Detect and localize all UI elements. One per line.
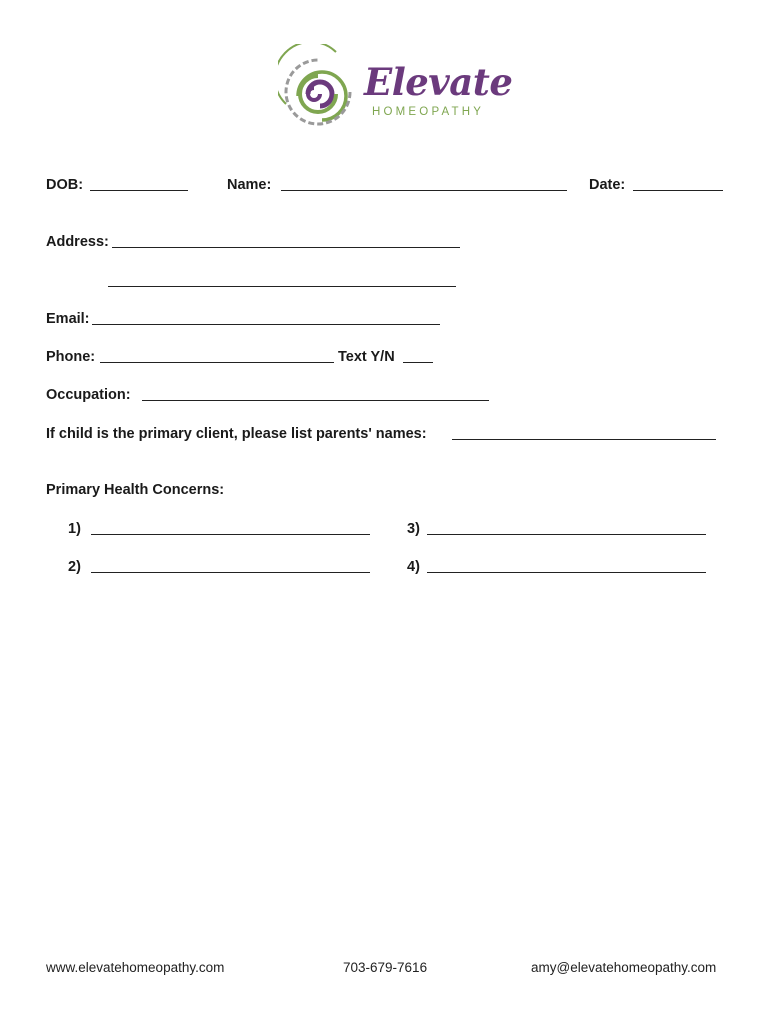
dob-label: DOB: [46, 177, 84, 193]
date-label: Date: [589, 177, 626, 193]
address-field-line2[interactable] [108, 286, 456, 287]
concern-3-label: 3) [407, 521, 420, 537]
brand-tagline: HOMEOPATHY [372, 106, 485, 118]
concerns-heading: Primary Health Concerns: [46, 482, 225, 498]
text-yn-field[interactable] [403, 362, 433, 363]
concern-2-field[interactable] [91, 572, 370, 573]
parents-field[interactable] [452, 439, 716, 440]
concern-4-field[interactable] [427, 572, 706, 573]
phone-label: Phone: [46, 349, 96, 365]
email-field[interactable] [92, 324, 440, 325]
address-field-line1[interactable] [112, 247, 460, 248]
footer-phone: 703-679-7616 [343, 960, 428, 975]
footer-email[interactable]: amy@elevatehomeopathy.com [531, 960, 717, 975]
name-field[interactable] [281, 190, 567, 191]
concern-2-label: 2) [68, 559, 81, 575]
address-label: Address: [46, 234, 109, 250]
occupation-field[interactable] [142, 400, 489, 401]
footer-website[interactable]: www.elevatehomeopathy.com [46, 960, 225, 975]
parents-label: If child is the primary client, please list parents' names: [46, 426, 427, 442]
dob-field[interactable] [90, 190, 188, 191]
phone-field[interactable] [100, 362, 334, 363]
occupation-label: Occupation: [46, 387, 131, 403]
name-label: Name: [227, 177, 272, 193]
text-yn-label: Text Y/N [338, 349, 395, 365]
date-field[interactable] [633, 190, 723, 191]
brand-name: Elevate [364, 60, 513, 104]
email-label: Email: [46, 311, 90, 327]
spiral-logo-icon [278, 44, 362, 140]
concern-4-label: 4) [407, 559, 420, 575]
concern-3-field[interactable] [427, 534, 706, 535]
concern-1-label: 1) [68, 521, 81, 537]
concern-1-field[interactable] [91, 534, 370, 535]
logo [278, 44, 513, 140]
